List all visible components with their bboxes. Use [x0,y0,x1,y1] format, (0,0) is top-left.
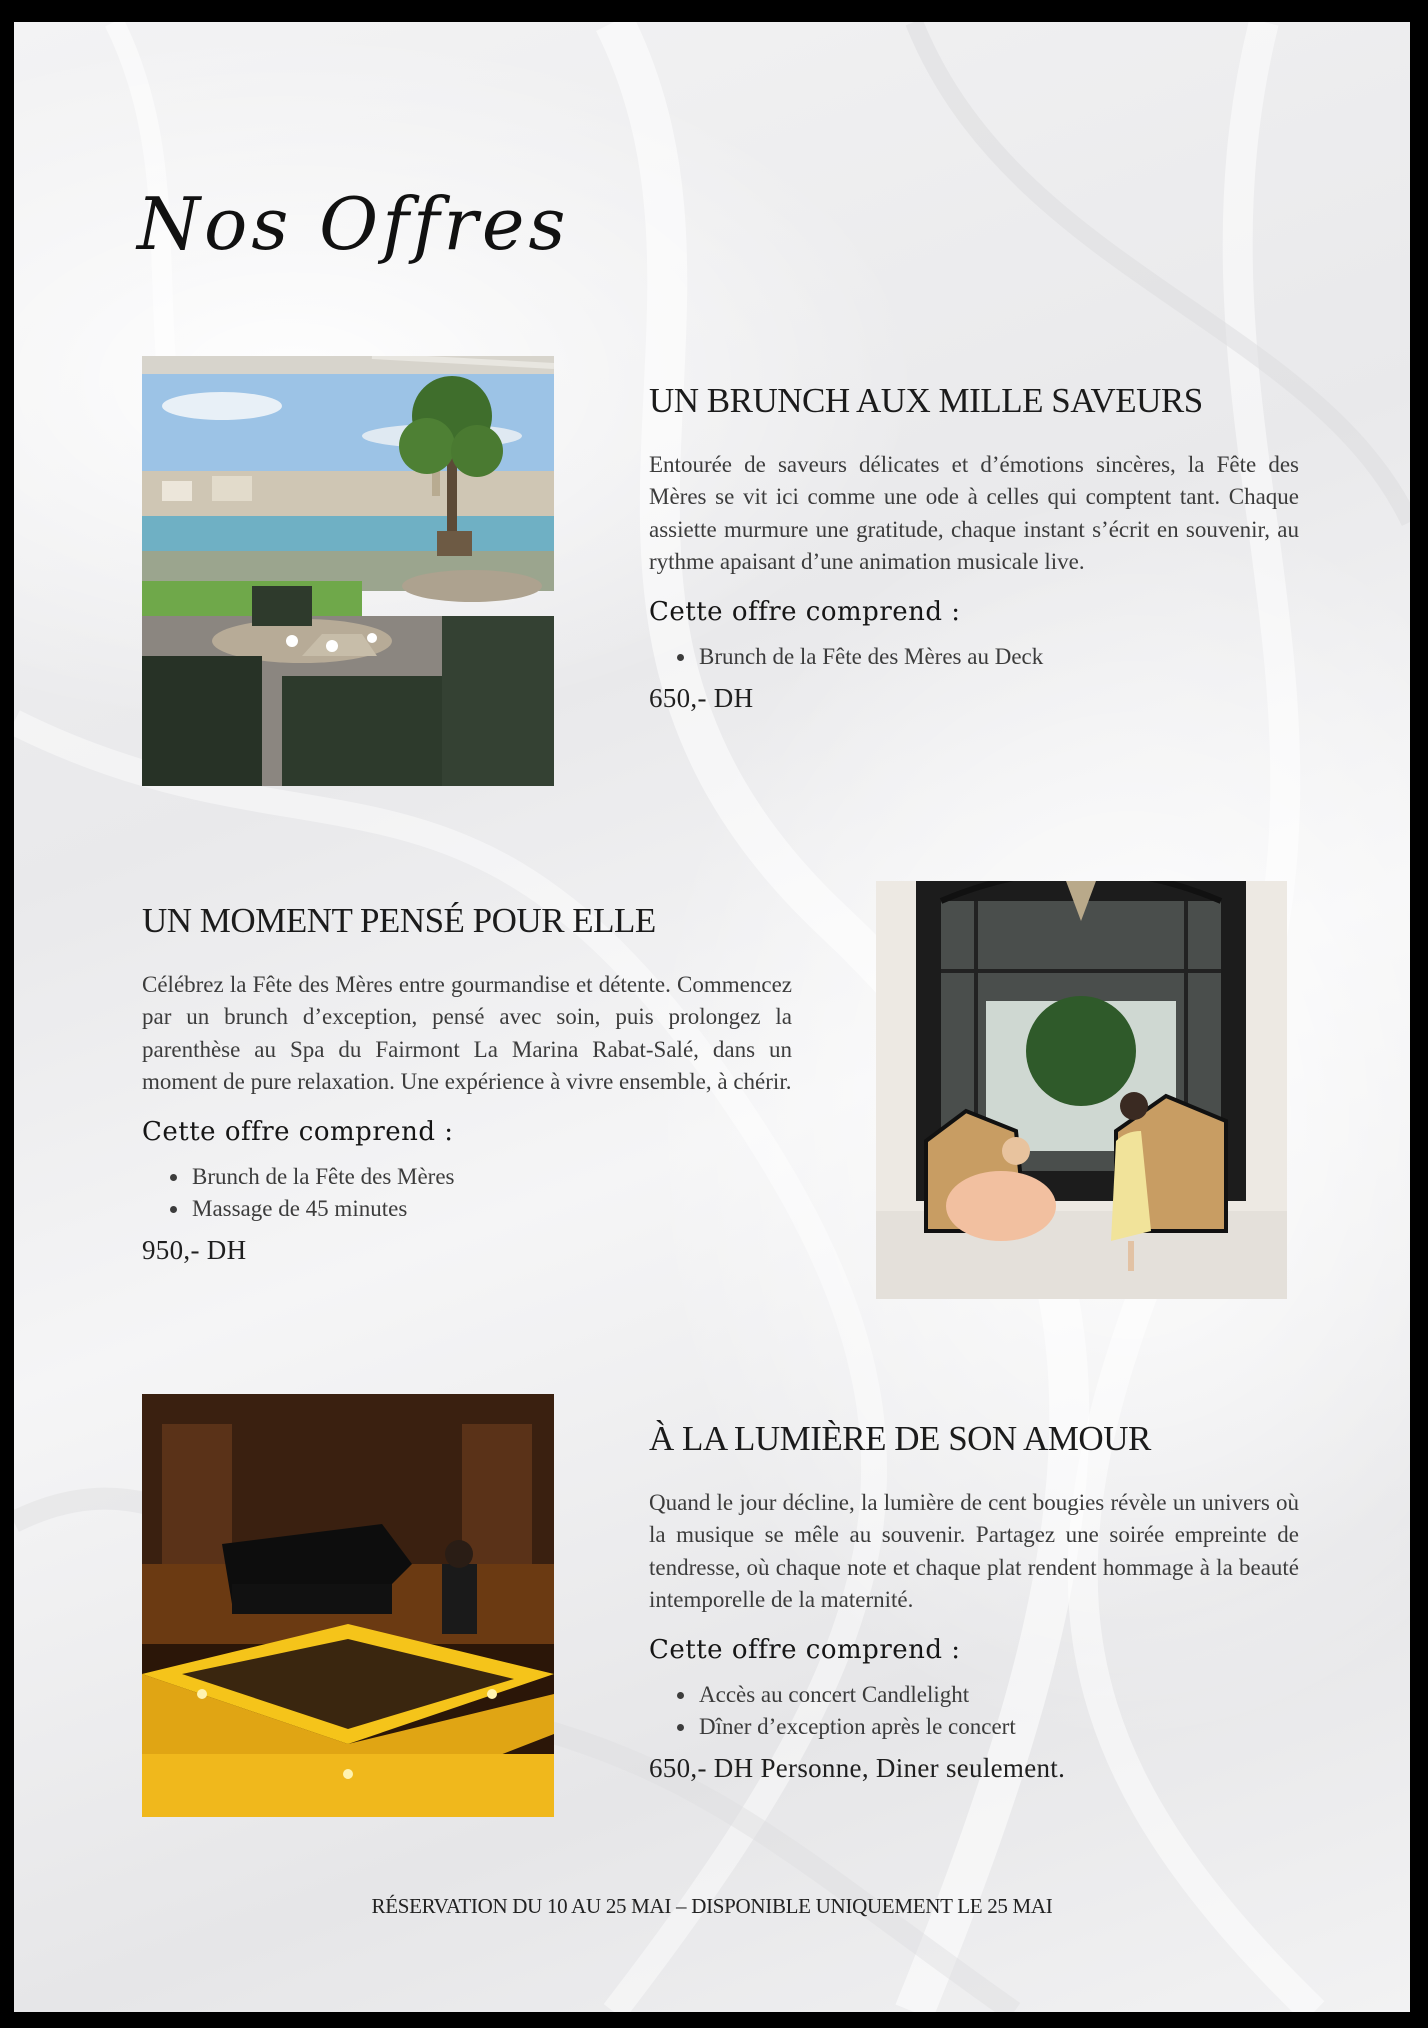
offers-page [14,22,1410,2012]
rooftop-terrace-photo [142,356,554,786]
offer-includes-heading: Cette offre comprend : [142,1116,454,1147]
offer-title: À LA LUMIÈRE DE SON AMOUR [649,1419,1151,1458]
offer-description: Entourée de saveurs délicates et d’émotions sincères, la Fête des Mères se vit ici comme une ode à celles qui comptent tant. Chaque assiette murmure une gratitude, chaque instant s’écrit en souvenir, au rythme apaisant d’une animation musicale live. [649,451,1299,574]
list-item: • Brunch de la Fête des Mères [190,1161,792,1193]
offer-3 [649,1420,1299,1784]
list-item: • Massage de 45 minutes [190,1193,792,1225]
offer-includes-heading: Cette offre comprend : [649,596,961,627]
offer-items [649,641,1299,673]
candlelight-concert-photo [142,1394,554,1817]
list-item: • Brunch de la Fête des Mères au Deck [697,641,1299,673]
offer-items [142,1161,792,1225]
offer-includes-heading: Cette offre comprend : [649,1634,961,1665]
offer-description: Célébrez la Fête des Mères entre gourmandise et détente. Commencez par un brunch d’exception, pensé avec soin, puis prolongez la parenthèse au Spa du Fairmont La Marina Rabat-Salé, dans un moment de pure relaxation. Une expérience à vivre ensemble, à chérir. [142,971,792,1094]
offer-title: UN MOMENT PENSÉ POUR ELLE [142,901,656,940]
offer-1 [649,382,1299,714]
list-item: • Dîner d’exception après le concert [697,1711,1299,1743]
offer-description: Quand le jour décline, la lumière de cent bougies révèle un univers où la musique se mêle au souvenir. Partagez une soirée empreinte de tendresse, où chaque note et chaque plat rendent hommage à la beauté intemporelle de la maternité. [649,1489,1299,1612]
mother-daughter-photo [876,881,1287,1299]
offer-title: UN BRUNCH AUX MILLE SAVEURS [649,381,1203,420]
offer-price: 650,- DH Personne, Diner seulement. [649,1752,1066,1783]
offer-items [649,1679,1299,1743]
offer-price: 950,- DH [142,1234,247,1265]
list-item: • Accès au concert Candlelight [697,1679,1299,1711]
offer-price: 650,- DH [649,682,754,713]
reservation-footer: RÉSERVATION DU 10 AU 25 MAI – DISPONIBLE UNIQUEMENT LE 25 MAI [371,1894,1053,1918]
page-title: Nos Offres [137,182,570,266]
offer-2 [142,902,792,1266]
